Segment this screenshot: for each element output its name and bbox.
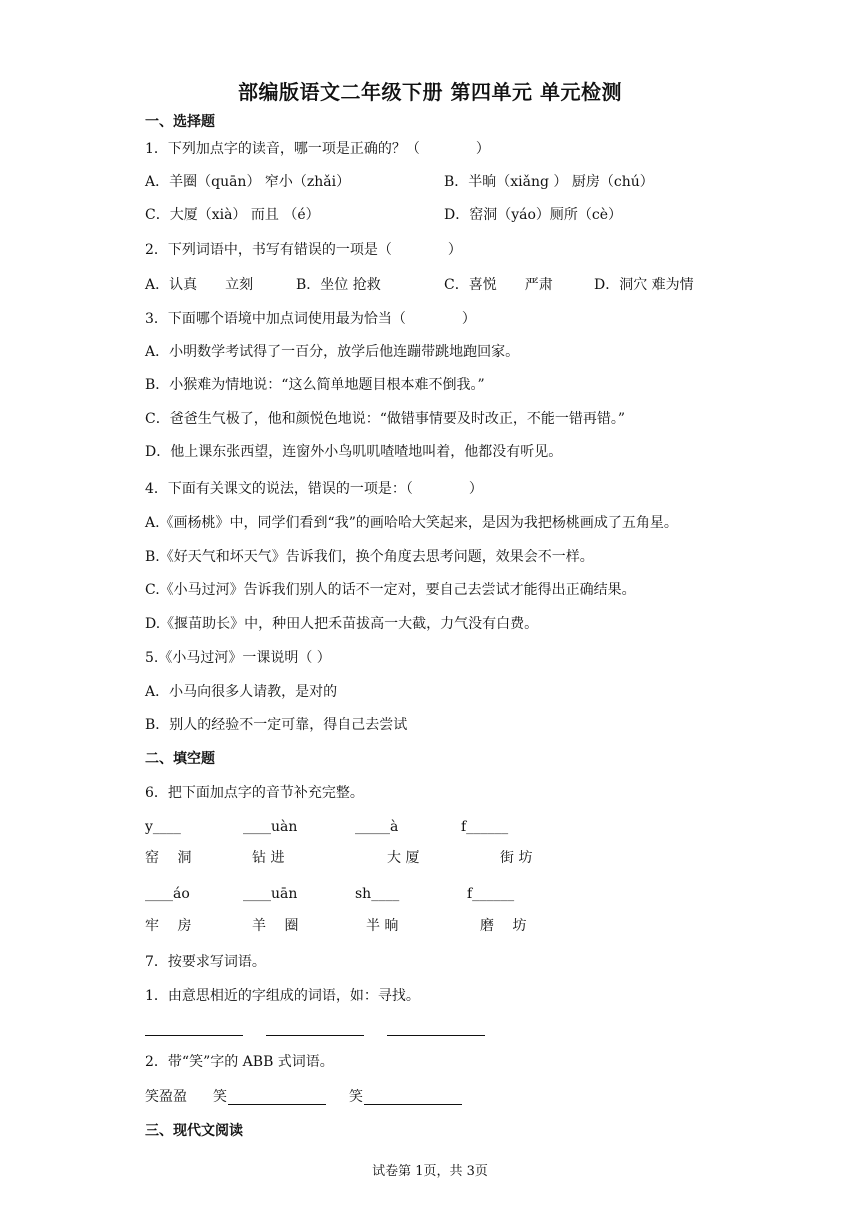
question-1-option-d: D．窑洞（yáo）厕所（cè） [444, 207, 623, 223]
page-title: 部编版语文二年级下册 第四单元 单元检测 [238, 80, 622, 104]
pinyin-blank[interactable]: y____ [145, 819, 181, 835]
pinyin-blank[interactable]: ____áo [145, 886, 190, 902]
section-heading-fill: 二、填空题 [145, 751, 215, 767]
question-7-stem: 7．按要求写词语。 [145, 954, 266, 970]
abb-prefix: 笑 [213, 1089, 227, 1105]
word-item: 牢 房 [145, 918, 192, 934]
question-7-sub2: 2．带“笑”字的 ABB 式词语。 [145, 1054, 334, 1070]
question-4-option-d: D.《揠苗助长》中，种田人把禾苗拔高一大截，力气没有白费。 [145, 616, 539, 632]
question-5-stem: 5.《小马过河》一课说明（ ） [145, 650, 331, 666]
word-item: 钻 进 [252, 850, 285, 866]
answer-blank-line[interactable] [387, 1035, 485, 1036]
question-3-option-b: B．小猴难为情地说：“这么简单地题目根本难不倒我。” [145, 377, 485, 393]
question-3-option-c: C．爸爸生气极了，他和颜悦色地说：“做错事情要及时改正，不能一错再错。” [145, 411, 626, 427]
question-3-stem: 3．下面哪个语境中加点词使用最为恰当（ ） [145, 311, 476, 327]
word-item: 半 晌 [366, 918, 399, 934]
abb-example: 笑盈盈 [145, 1089, 187, 1105]
pinyin-blank[interactable]: ____uān [243, 886, 298, 902]
question-1-option-c: C．大厦（xià） 而且 （é） [145, 207, 320, 223]
pinyin-blank[interactable]: _____à [355, 819, 399, 835]
question-5-option-b: B．别人的经验不一定可靠，得自己去尝试 [145, 717, 408, 733]
question-1-option-b: B．半晌（xiǎng ） 厨房（chú） [444, 174, 654, 190]
answer-blank-line[interactable] [364, 1104, 462, 1105]
answer-blank-line[interactable] [266, 1035, 364, 1036]
question-2-option-b: B．坐位 抢救 [296, 277, 381, 293]
question-2-option-d: D．洞穴 难为情 [594, 277, 694, 293]
pinyin-blank[interactable]: ____uàn [243, 819, 298, 835]
question-2-option-a: A．认真 立刻 [145, 277, 254, 293]
pinyin-blank[interactable]: f______ [467, 886, 515, 902]
question-1-option-a: A．羊圈（quān） 窄小（zhǎi） [145, 174, 351, 190]
section-heading-reading: 三、现代文阅读 [145, 1123, 243, 1139]
word-item: 街 坊 [500, 850, 533, 866]
question-2-stem: 2．下列词语中，书写有错误的一项是（ ） [145, 242, 462, 258]
question-4-option-c: C.《小马过河》告诉我们别人的话不一定对，要自己去尝试才能得出正确结果。 [145, 582, 636, 598]
question-1-stem: 1．下列加点字的读音，哪一项是正确的？（ ） [145, 141, 490, 157]
question-4-option-a: A.《画杨桃》中，同学们看到“我”的画哈哈大笑起来，是因为我把杨桃画成了五角星。 [145, 515, 678, 531]
question-3-option-d: D．他上课东张西望，连窗外小鸟叽叽喳喳地叫着，他都没有听见。 [145, 444, 563, 460]
section-heading-choice: 一、选择题 [145, 114, 215, 130]
question-2-option-c: C．喜悦 严肃 [444, 277, 553, 293]
question-6-stem: 6．把下面加点字的音节补充完整。 [145, 785, 364, 801]
answer-blank-line[interactable] [145, 1035, 243, 1036]
word-item: 磨 坊 [480, 918, 527, 934]
question-4-option-b: B.《好天气和坏天气》告诉我们，换个角度去思考问题，效果会不一样。 [145, 549, 594, 565]
question-4-stem: 4．下面有关课文的说法，错误的一项是：（ ） [145, 481, 483, 497]
question-7-sub1: 1．由意思相近的字组成的词语，如：寻找。 [145, 988, 420, 1004]
word-item: 羊 圈 [252, 918, 299, 934]
page-footer: 试卷第 1页，共 3页 [372, 1164, 488, 1179]
abb-prefix: 笑 [349, 1089, 363, 1105]
question-5-option-a: A．小马向很多人请教，是对的 [145, 684, 338, 700]
pinyin-blank[interactable]: f______ [461, 819, 509, 835]
pinyin-blank[interactable]: sh____ [355, 886, 400, 902]
question-3-option-a: A．小明数学考试得了一百分，放学后他连蹦带跳地跑回家。 [145, 344, 520, 360]
word-item: 窑 洞 [145, 850, 192, 866]
answer-blank-line[interactable] [228, 1104, 326, 1105]
word-item: 大 厦 [387, 850, 420, 866]
